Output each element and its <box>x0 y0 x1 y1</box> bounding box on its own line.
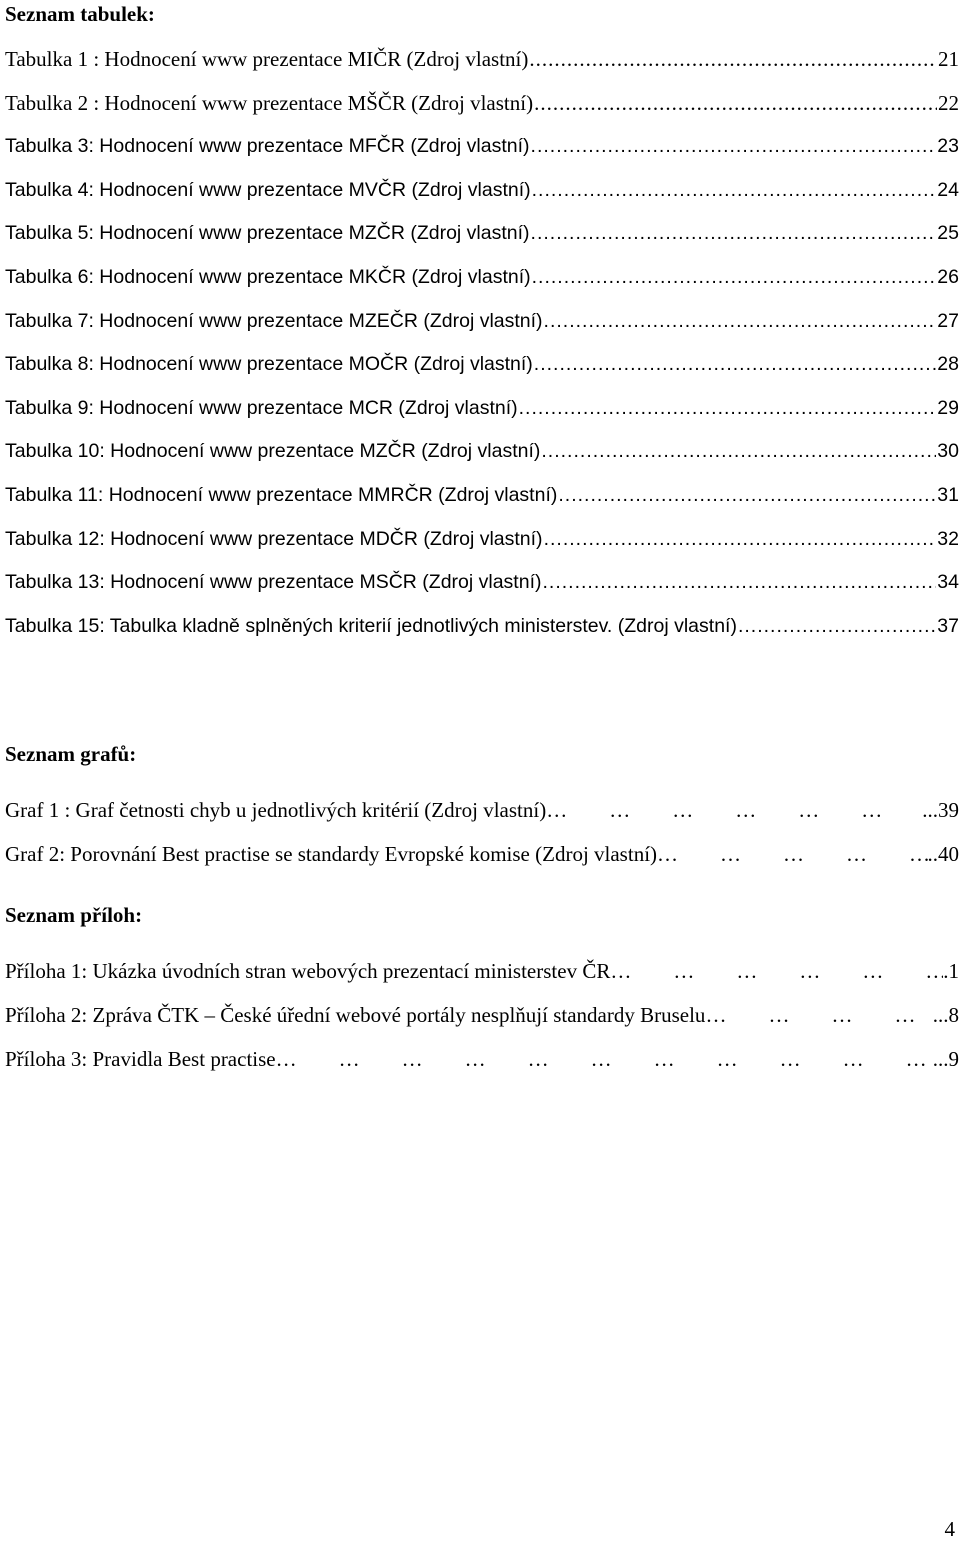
toc-entry[interactable] <box>5 614 959 658</box>
toc-entry-label: Tabulka 12: Hodnocení www prezentace MDČR (Zdroj vlastní) <box>5 527 543 550</box>
toc-entry-label: Tabulka 15: Tabulka kladně splněných kriterií jednotlivých ministerstev. (Zdroj vlastní) <box>5 614 737 637</box>
toc-entry-page: ...39 <box>922 798 959 822</box>
leader-gap <box>610 959 943 983</box>
toc-entry-label: Příloha 3: Pravidla Best practise <box>5 1047 276 1071</box>
dot-leader <box>532 265 937 289</box>
toc-entry[interactable] <box>5 527 959 571</box>
toc-entry-page: 29 <box>937 396 959 419</box>
toc-entry-page: 21 <box>938 47 959 71</box>
toc-entry-label: Tabulka 10: Hodnocení www prezentace MZČR (Zdroj vlastní) <box>5 440 541 463</box>
toc-entry-page: ...8 <box>932 1003 959 1027</box>
dot-leader <box>541 439 936 463</box>
toc-entry-page: 34 <box>937 571 959 594</box>
toc-entry-label: Tabulka 11: Hodnocení www prezentace MMRČR (Zdroj vlastní) <box>5 483 558 506</box>
toc-entry-page: 25 <box>937 222 959 245</box>
leader-gap <box>546 798 922 822</box>
toc-entry-page: 30 <box>937 440 959 463</box>
toc-entry[interactable] <box>5 1003 959 1047</box>
leader-gap <box>276 1047 933 1071</box>
dot-leader <box>542 570 936 594</box>
toc-entry-label: Tabulka 2 : Hodnocení www prezentace MŠČR (Zdroj vlastní) <box>5 90 534 115</box>
toc-entry-page: 24 <box>937 178 959 201</box>
toc-entry[interactable] <box>5 134 959 178</box>
toc-entry[interactable] <box>5 1047 959 1091</box>
toc-entry-page: 27 <box>937 309 959 332</box>
toc-entry-label: Tabulka 1 : Hodnocení www prezentace MIČR (Zdroj vlastní) <box>5 47 529 71</box>
dot-leader <box>534 91 937 115</box>
toc-entry-label: Tabulka 8: Hodnocení www prezentace MOČR (Zdroj vlastní) <box>5 353 533 376</box>
toc-entry[interactable] <box>5 309 959 353</box>
toc-entry-label: Graf 2: Porovnání Best practise se standardy Evropské komise (Zdroj vlastní) <box>5 842 658 866</box>
tables-heading: Seznam tabulek: <box>5 2 155 26</box>
toc-entry-page: 26 <box>937 265 959 288</box>
attachments-list <box>5 959 959 1091</box>
toc-entry-label: Tabulka 9: Hodnocení www prezentace MCR (Zdroj vlastní) <box>5 396 518 419</box>
toc-entry-label: Tabulka 4: Hodnocení www prezentace MVČR (Zdroj vlastní) <box>5 178 531 201</box>
toc-entry[interactable] <box>5 842 959 886</box>
toc-entry[interactable] <box>5 483 959 527</box>
toc-entry-page: ...9 <box>932 1047 959 1071</box>
graphs-list <box>5 798 959 886</box>
toc-entry-label: Graf 1 : Graf četnosti chyb u jednotlivých kritérií (Zdroj vlastní) <box>5 798 547 822</box>
dot-leader <box>738 614 936 638</box>
toc-entry-label: Tabulka 5: Hodnocení www prezentace MZČR (Zdroj vlastní) <box>5 222 530 245</box>
toc-entry[interactable] <box>5 178 959 222</box>
toc-entry-page: ..40 <box>927 842 959 866</box>
leader-gap <box>657 842 927 866</box>
toc-entry-page: 37 <box>937 614 959 637</box>
toc-entry-page: 28 <box>937 353 959 376</box>
graphs-heading: Seznam grafů: <box>5 742 137 766</box>
toc-entry[interactable] <box>5 91 959 135</box>
toc-entry-page: .1 <box>943 959 959 983</box>
dot-leader <box>531 134 937 158</box>
toc-entry-page: 22 <box>938 90 959 115</box>
dot-leader <box>558 483 936 507</box>
toc-entry-page: 32 <box>937 527 959 550</box>
toc-entry-label: Tabulka 3: Hodnocení www prezentace MFČR (Zdroj vlastní) <box>5 135 530 158</box>
toc-entry[interactable] <box>5 570 959 614</box>
dot-leader <box>544 309 937 333</box>
toc-entry[interactable] <box>5 396 959 440</box>
leader-gap <box>705 1003 932 1027</box>
tables-list <box>5 47 959 657</box>
toc-entry-label: Tabulka 7: Hodnocení www prezentace MZEČR (Zdroj vlastní) <box>5 309 543 332</box>
toc-entry-label: Tabulka 13: Hodnocení www prezentace MSČR (Zdroj vlastní) <box>5 571 542 594</box>
dot-leader <box>544 527 937 551</box>
toc-entry-label: Příloha 2: Zpráva ČTK – České úřední webové portály nesplňují standardy Bruselu <box>5 1003 706 1027</box>
toc-entry[interactable] <box>5 352 959 396</box>
toc-entry[interactable] <box>5 798 959 842</box>
dot-leader <box>529 47 937 71</box>
dot-leader <box>532 178 937 202</box>
toc-entry-page: 31 <box>937 483 959 506</box>
toc-entry-page: 23 <box>937 135 959 158</box>
dot-leader <box>519 396 937 420</box>
dot-leader <box>531 221 937 245</box>
toc-entry[interactable] <box>5 47 959 91</box>
page-number: 4 <box>944 1517 955 1541</box>
toc-entry-label: Příloha 1: Ukázka úvodních stran webových prezentací ministerstev ČR <box>5 959 611 983</box>
dot-leader <box>534 352 937 376</box>
attachments-heading: Seznam příloh: <box>5 903 143 927</box>
toc-entry-label: Tabulka 6: Hodnocení www prezentace MKČR (Zdroj vlastní) <box>5 265 531 288</box>
toc-entry[interactable] <box>5 959 959 1003</box>
toc-entry[interactable] <box>5 265 959 309</box>
toc-entry[interactable] <box>5 221 959 265</box>
toc-entry[interactable] <box>5 439 959 483</box>
